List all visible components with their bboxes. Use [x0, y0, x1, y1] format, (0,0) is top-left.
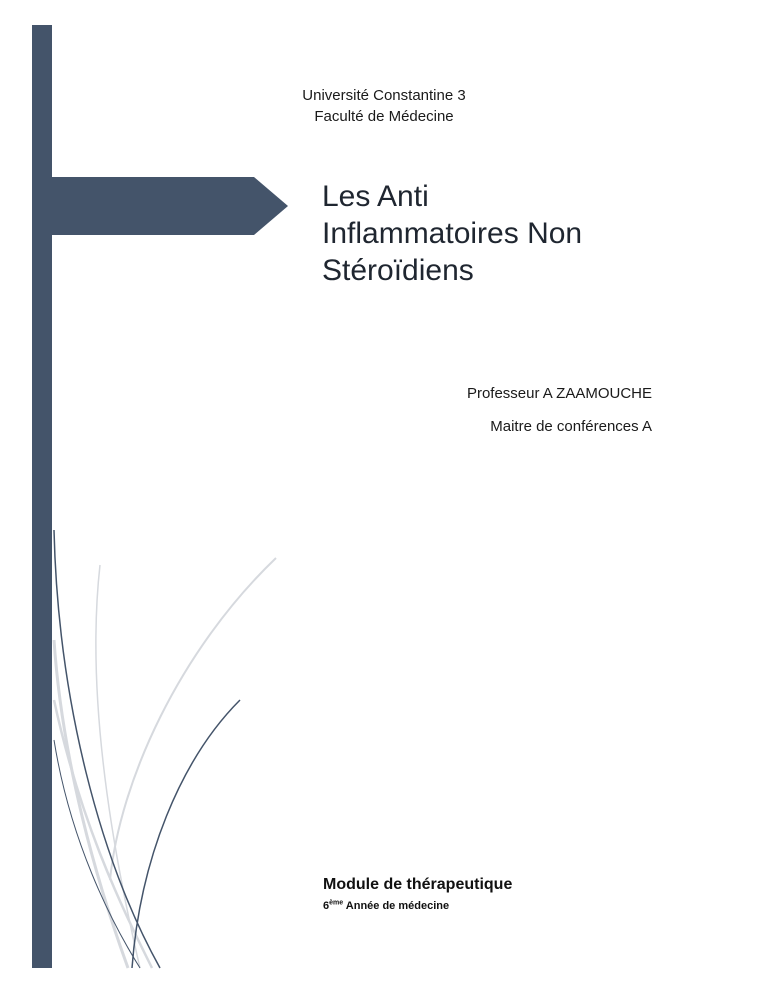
title-arrow-banner — [52, 177, 288, 235]
cover-vertical-bar — [32, 25, 52, 968]
year-superscript: ème — [329, 899, 344, 907]
title-line-2: Inflammatoires Non — [322, 217, 583, 250]
author-block — [400, 383, 652, 438]
title-line-3: Stéroïdiens — [322, 254, 474, 287]
module-name: Module de thérapeutique — [323, 876, 513, 893]
faculty-name: Faculté de Médecine — [314, 108, 454, 125]
title-line-1: Les Anti — [322, 180, 429, 213]
institution-header — [270, 85, 498, 127]
year-number: 6 — [323, 900, 330, 912]
author-position: Maitre de conférences A — [490, 418, 652, 435]
university-name: Université Constantine 3 — [302, 87, 466, 104]
document-title — [322, 178, 742, 289]
year-text: Année de médecine — [343, 900, 450, 912]
study-year — [323, 899, 623, 913]
author-name: Professeur A ZAAMOUCHE — [466, 385, 652, 402]
